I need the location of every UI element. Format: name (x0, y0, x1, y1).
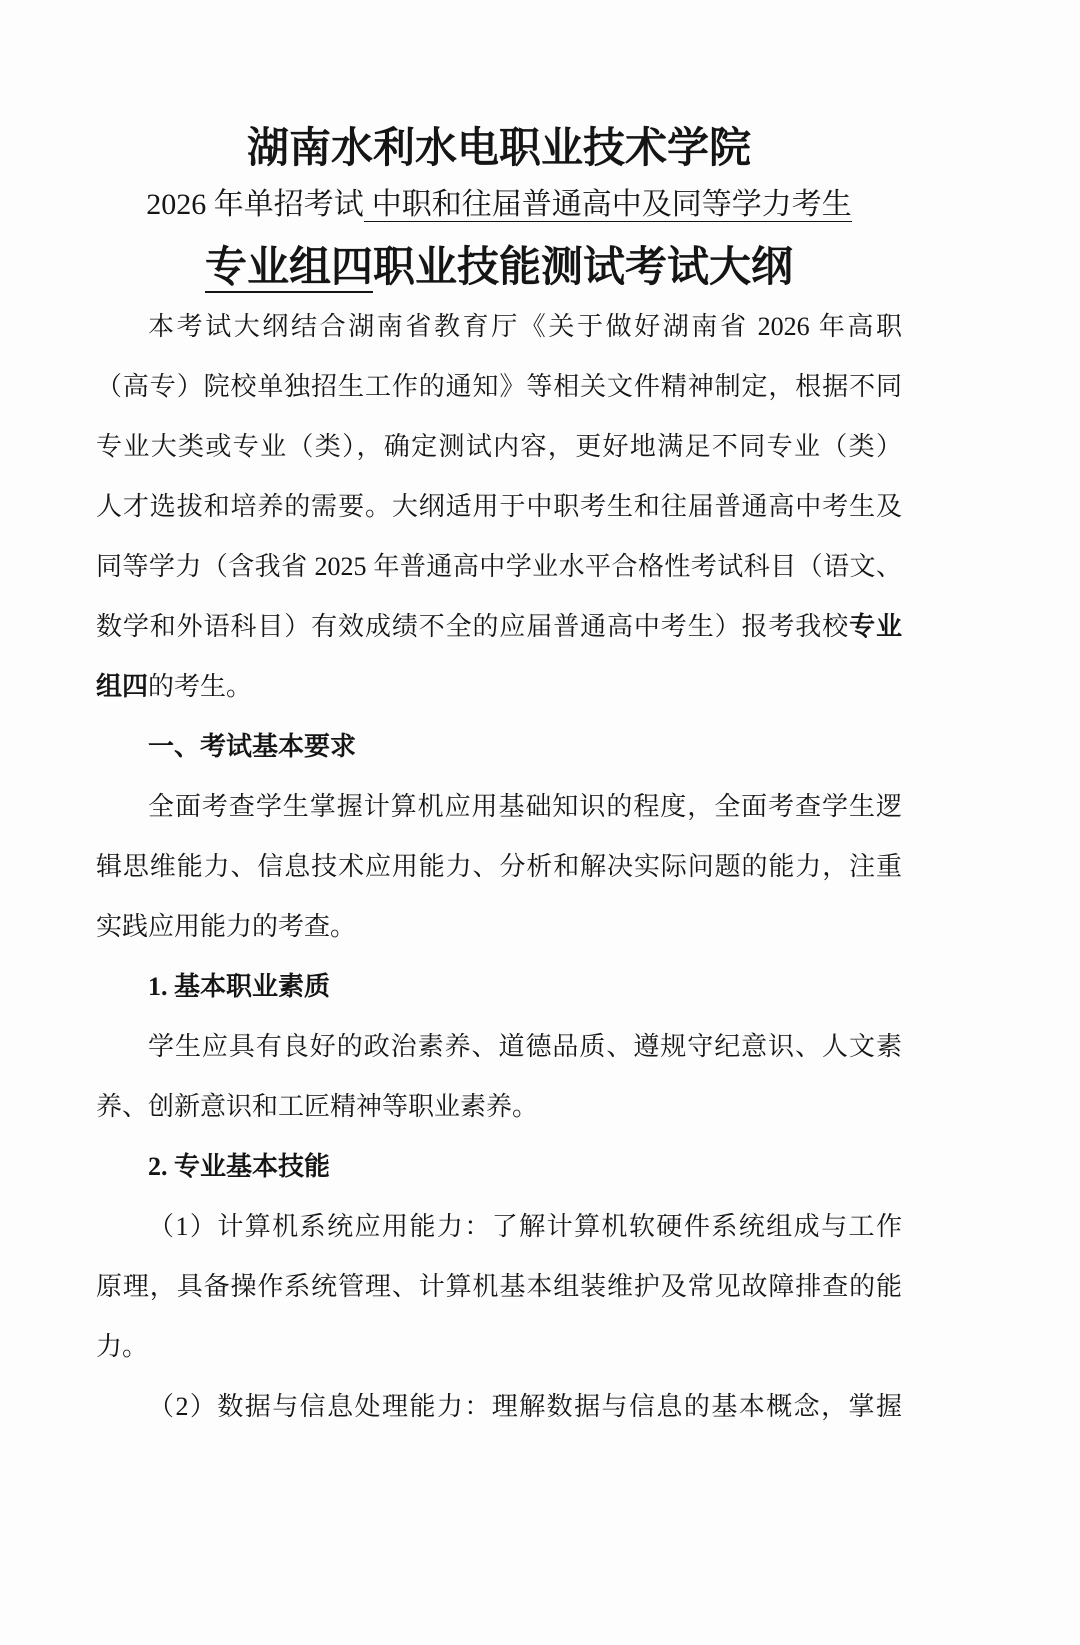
paragraph-line: （2）数据与信息处理能力：理解数据与信息的基本概念，掌握 (148, 1392, 902, 1421)
skill-item (96, 1377, 902, 1437)
paragraph-line: 养、创新意识和工匠精神等职业素养。 (96, 1092, 539, 1121)
intro-line-text: 数学和外语科目）有效成绩不全的应届普通高中考生）报考我校 (96, 612, 850, 641)
intro-line: 专业大类或专业（类），确定测试内容，更好地满足不同专业（类） (96, 432, 902, 461)
intro-line: 同等学力（含我省 2025 年普通高中学业水平合格性考试科目（语文、 (96, 552, 902, 581)
intro-line (96, 597, 902, 657)
section-paragraph (96, 777, 902, 957)
intro-line: 本考试大纲结合湖南省教育厅《关于做好湖南省 2026 年高职 (148, 312, 902, 341)
paragraph-line: 原理，具备操作系统管理、计算机基本组装维护及常见故障排查的能 (96, 1272, 902, 1301)
intro-ending: 的考生。 (148, 672, 253, 701)
intro-paragraph (96, 297, 902, 717)
bold-term-part: 专业 (849, 612, 902, 641)
subsection-heading: 1. 基本职业素质 (148, 972, 331, 1001)
paragraph-line: 学生应具有良好的政治素养、道德品质、遵规守纪意识、人文素 (148, 1032, 902, 1061)
content-column (96, 0, 902, 1645)
paragraph-line: 力。 (96, 1332, 149, 1361)
heading-rest: 职业技能测试考试大纲 (373, 242, 794, 291)
exam-subtitle (96, 180, 902, 230)
subtitle-prefix: 2026 年单招考试 (146, 188, 364, 221)
bold-term-part: 组四 (96, 672, 149, 701)
heading-group-underlined: 专业组四 (204, 242, 373, 291)
section-heading: 一、考试基本要求 (148, 732, 357, 762)
intro-line: 人才选拔和培养的需要。大纲适用于中职考生和往届普通高中考生及 (96, 492, 902, 521)
intro-line: （高专）院校单独招生工作的通知》等相关文件精神制定，根据不同 (96, 372, 902, 401)
paragraph-line: 辑思维能力、信息技术应用能力、分析和解决实际问题的能力，注重 (96, 852, 902, 881)
subtitle-candidates-underlined: 中职和往届普通高中及同等学力考生 (364, 188, 852, 222)
paragraph-line: （1）计算机系统应用能力：了解计算机软硬件系统组成与工作 (148, 1212, 902, 1241)
intro-line (96, 657, 902, 717)
school-title: 湖南水利水电职业技术学院 (246, 123, 751, 172)
paragraph-line: 实践应用能力的考查。 (96, 912, 357, 941)
skill-item (96, 1197, 902, 1377)
subsection-heading: 2. 专业基本技能 (148, 1152, 331, 1181)
paragraph-line: 全面考查学生掌握计算机应用基础知识的程度，全面考查学生逻 (148, 792, 902, 821)
document-body (96, 297, 902, 1437)
subsection-paragraph (96, 1017, 902, 1137)
syllabus-heading (96, 236, 902, 298)
